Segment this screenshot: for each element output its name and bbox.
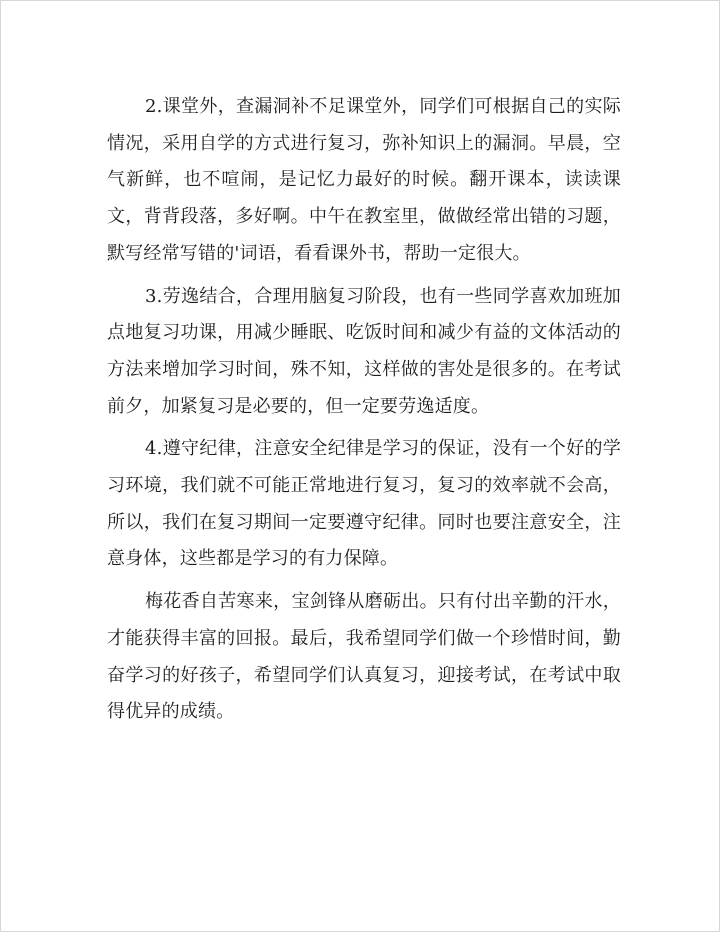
document-body (107, 89, 621, 737)
paragraph-discipline-safety: 4.遵守纪律，注意安全纪律是学习的保证，没有一个好的学习环境，我们就不可能正常地进行复习，复习的效率就不会高，所以，我们在复习期间一定要遵守纪律。同时也要注意安全，注意身体，这些都是学习的有力保障。 (107, 438, 621, 570)
paragraph-review-outside-class: 2.课堂外，查漏洞补不足课堂外，同学们可根据自己的实际情况，采用自学的方式进行复习，弥补知识上的漏洞。早晨，空气新鲜，也不喧闹，是记忆力最好的时候。翻开课本，读读课文，背背段落，多好啊。中午在教室里，做做经常出错的习题，默写经常写错的'词语，看看课外书，帮助一定很大。 (107, 96, 621, 264)
paragraph-closing-wishes: 梅花香自苦寒来，宝剑锋从磨砺出。只有付出辛勤的汗水，才能获得丰富的回报。最后，我希望同学们做一个珍惜时间，勤奋学习的好孩子，希望同学们认真复习，迎接考试，在考试中取得优异的成绩。 (107, 591, 621, 723)
paragraph-balance-work-rest: 3.劳逸结合，合理用脑复习阶段，也有一些同学喜欢加班加点地复习功课，用减少睡眠、吃饭时间和减少有益的文体活动的方法来增加学习时间，殊不知，这样做的害处是很多的。在考试前夕，加紧复习是必要的，但一定要劳逸适度。 (107, 285, 621, 417)
